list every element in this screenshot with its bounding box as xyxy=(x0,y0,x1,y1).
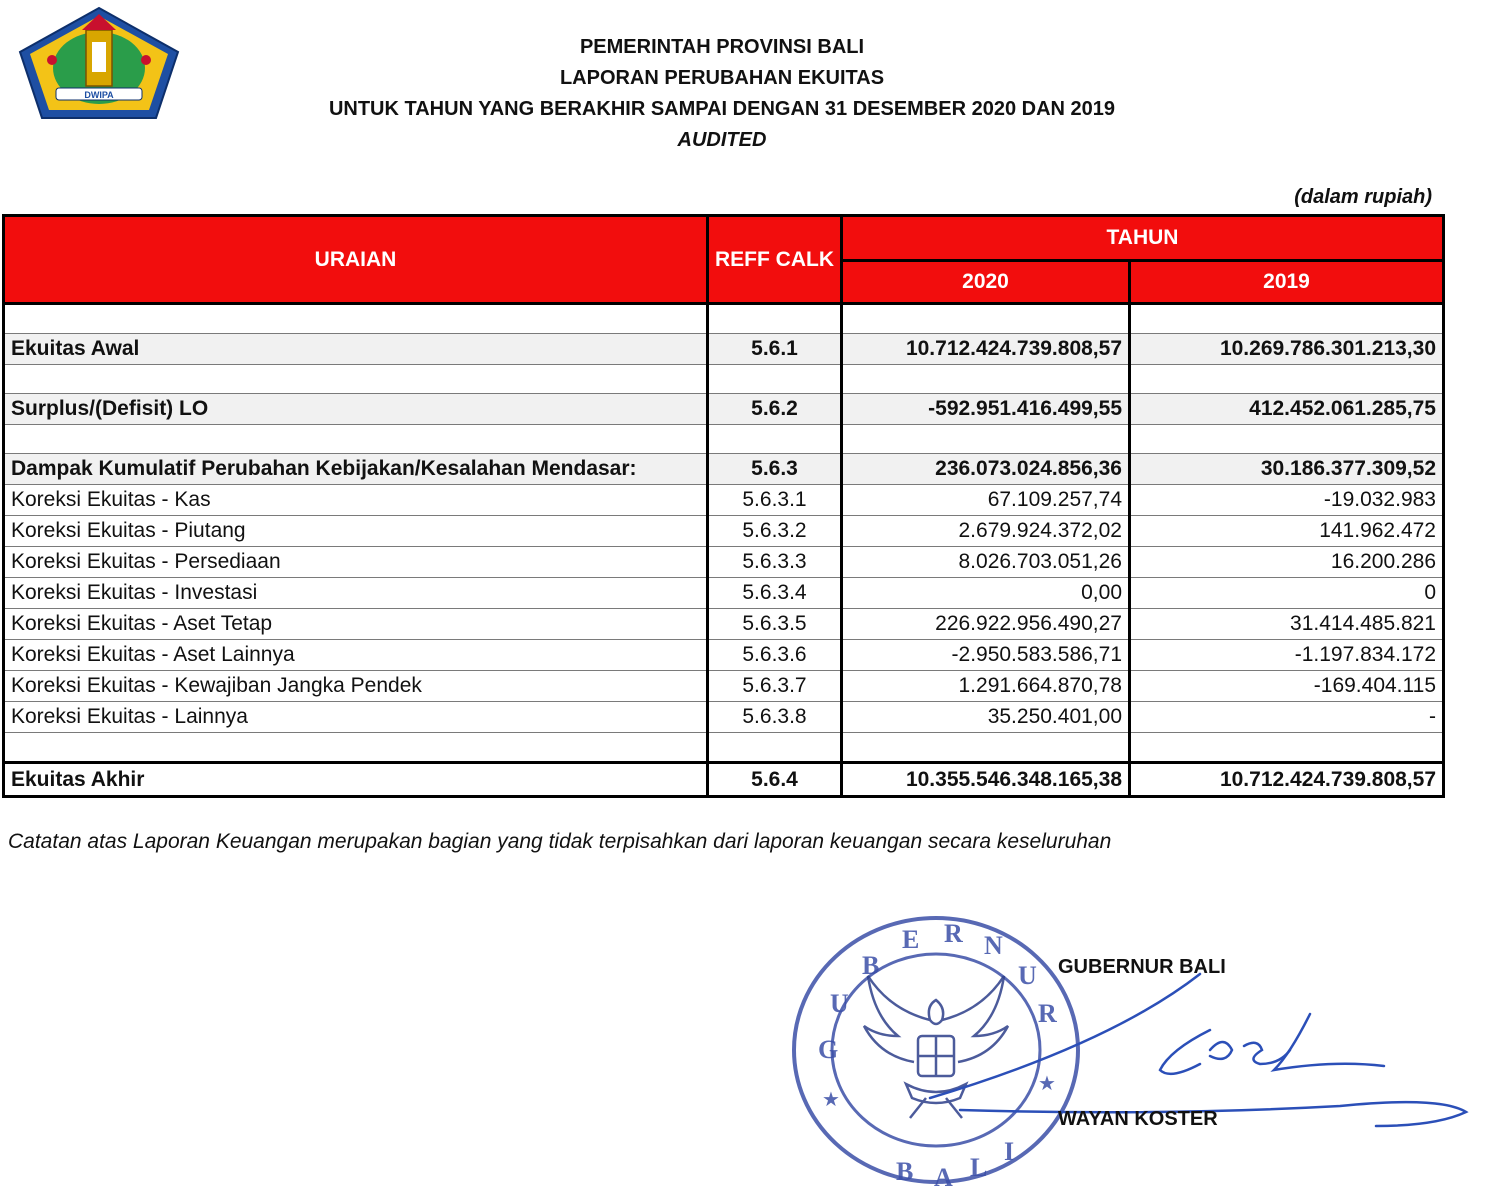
spacer-cell xyxy=(842,733,1130,763)
table-row xyxy=(4,578,1444,609)
row-label: Koreksi Ekuitas - Persediaan xyxy=(4,547,708,578)
signatory-name: WAYAN KOSTER xyxy=(1058,1108,1218,1130)
row-label: Surplus/(Defisit) LO xyxy=(4,394,708,425)
spacer-row xyxy=(4,304,1444,334)
row-label: Ekuitas Akhir xyxy=(4,763,708,797)
row-value-2019: 141.962.472 xyxy=(1130,516,1444,547)
row-reff-calk: 5.6.3.5 xyxy=(708,609,842,640)
svg-text:GUB ERN UR BALI: GUB E R N UR B A LI xyxy=(818,919,1057,1192)
row-label: Koreksi Ekuitas - Aset Tetap xyxy=(4,609,708,640)
spacer-cell xyxy=(1130,365,1444,394)
row-label: Ekuitas Awal xyxy=(4,334,708,365)
table-row xyxy=(4,671,1444,702)
row-value-2020: 8.026.703.051,26 xyxy=(842,547,1130,578)
row-label: Koreksi Ekuitas - Piutang xyxy=(4,516,708,547)
row-value-2019: 31.414.485.821 xyxy=(1130,609,1444,640)
table-row xyxy=(4,485,1444,516)
table-row xyxy=(4,394,1444,425)
spacer-cell xyxy=(708,733,842,763)
spacer-cell xyxy=(708,304,842,334)
col-header-reff-calk: REFF CALK xyxy=(708,216,842,304)
header-period: UNTUK TAHUN YANG BERAKHIR SAMPAI DENGAN 31 DESEMBER 2020 DAN 2019 xyxy=(328,98,1116,120)
row-reff-calk: 5.6.1 xyxy=(708,334,842,365)
spacer-cell xyxy=(4,304,708,334)
row-value-2019: 10.269.786.301.213,30 xyxy=(1130,334,1444,365)
row-value-2019: 30.186.377.309,52 xyxy=(1130,454,1444,485)
row-reff-calk: 5.6.3.4 xyxy=(708,578,842,609)
table-body xyxy=(4,304,1444,797)
row-value-2020: 2.679.924.372,02 xyxy=(842,516,1130,547)
row-reff-calk: 5.6.4 xyxy=(708,763,842,797)
row-value-2020: -592.951.416.499,55 xyxy=(842,394,1130,425)
row-value-2019: 16.200.286 xyxy=(1130,547,1444,578)
row-value-2020: 67.109.257,74 xyxy=(842,485,1130,516)
row-reff-calk: 5.6.3 xyxy=(708,454,842,485)
row-label: Dampak Kumulatif Perubahan Kebijakan/Kesalahan Mendasar: xyxy=(4,454,708,485)
row-value-2020: 35.250.401,00 xyxy=(842,702,1130,733)
table-row xyxy=(4,454,1444,485)
row-value-2020: 236.073.024.856,36 xyxy=(842,454,1130,485)
row-value-2019: -19.032.983 xyxy=(1130,485,1444,516)
report-header xyxy=(0,32,1444,156)
spacer-cell xyxy=(4,733,708,763)
row-value-2020: 226.922.956.490,27 xyxy=(842,609,1130,640)
col-header-2019: 2019 xyxy=(1130,261,1444,304)
table-row xyxy=(4,640,1444,671)
row-value-2019: 0 xyxy=(1130,578,1444,609)
footnote: Catatan atas Laporan Keuangan merupakan bagian yang tidak terpisahkan dari laporan keuangan secara keseluruhan xyxy=(8,830,1112,853)
row-value-2020: 10.355.546.348.165,38 xyxy=(842,763,1130,797)
row-value-2020: 10.712.424.739.808,57 xyxy=(842,334,1130,365)
table-row xyxy=(4,334,1444,365)
row-reff-calk: 5.6.3.8 xyxy=(708,702,842,733)
header-government: PEMERINTAH PROVINSI BALI xyxy=(579,36,865,58)
row-value-2020: -2.950.583.586,71 xyxy=(842,640,1130,671)
row-label: Koreksi Ekuitas - Investasi xyxy=(4,578,708,609)
row-reff-calk: 5.6.3.3 xyxy=(708,547,842,578)
spacer-cell xyxy=(4,365,708,394)
row-label: Koreksi Ekuitas - Kas xyxy=(4,485,708,516)
row-reff-calk: 5.6.3.6 xyxy=(708,640,842,671)
currency-unit-label: (dalam rupiah) xyxy=(1294,186,1432,208)
row-value-2020: 0,00 xyxy=(842,578,1130,609)
header-audited: AUDITED xyxy=(677,129,767,151)
row-label: Koreksi Ekuitas - Aset Lainnya xyxy=(4,640,708,671)
col-header-2020: 2020 xyxy=(842,261,1130,304)
spacer-row xyxy=(4,733,1444,763)
row-label: Koreksi Ekuitas - Kewajiban Jangka Pendek xyxy=(4,671,708,702)
logo-motto: DWIPA xyxy=(84,90,114,100)
row-reff-calk: 5.6.2 xyxy=(708,394,842,425)
table-row xyxy=(4,516,1444,547)
table-row xyxy=(4,609,1444,640)
equity-change-table xyxy=(2,214,1445,798)
spacer-cell xyxy=(708,425,842,454)
row-value-2019: 10.712.424.739.808,57 xyxy=(1130,763,1444,797)
svg-text:★: ★ xyxy=(1038,1073,1056,1095)
svg-text:★: ★ xyxy=(822,1089,840,1111)
spacer-cell xyxy=(842,425,1130,454)
spacer-cell xyxy=(1130,425,1444,454)
spacer-cell xyxy=(708,365,842,394)
spacer-row xyxy=(4,365,1444,394)
table-row xyxy=(4,547,1444,578)
header-report-title: LAPORAN PERUBAHAN EKUITAS xyxy=(559,67,885,89)
spacer-cell xyxy=(842,304,1130,334)
col-header-uraian: URAIAN xyxy=(4,216,708,304)
row-value-2019: 412.452.061.285,75 xyxy=(1130,394,1444,425)
spacer-row xyxy=(4,425,1444,454)
row-reff-calk: 5.6.3.1 xyxy=(708,485,842,516)
spacer-cell xyxy=(1130,733,1444,763)
row-label: Koreksi Ekuitas - Lainnya xyxy=(4,702,708,733)
table-row xyxy=(4,763,1444,797)
spacer-cell xyxy=(4,425,708,454)
row-value-2019: -169.404.115 xyxy=(1130,671,1444,702)
row-value-2019: - xyxy=(1130,702,1444,733)
row-reff-calk: 5.6.3.7 xyxy=(708,671,842,702)
signatory-title: GUBERNUR BALI xyxy=(1058,956,1226,978)
row-value-2019: -1.197.834.172 xyxy=(1130,640,1444,671)
table-row xyxy=(4,702,1444,733)
row-reff-calk: 5.6.3.2 xyxy=(708,516,842,547)
spacer-cell xyxy=(1130,304,1444,334)
spacer-cell xyxy=(842,365,1130,394)
col-header-tahun: TAHUN xyxy=(842,216,1444,261)
row-value-2020: 1.291.664.870,78 xyxy=(842,671,1130,702)
